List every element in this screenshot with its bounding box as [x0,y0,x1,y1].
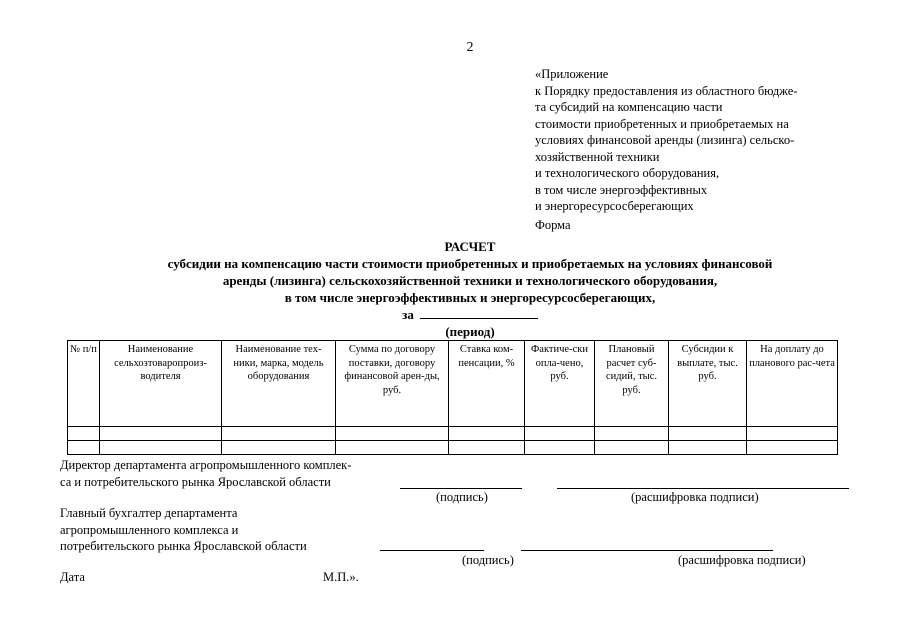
period-prefix: за [402,307,414,322]
table-cell[interactable] [222,441,336,455]
accountant-signature-line[interactable] [380,550,484,551]
appendix-line: и энергоресурсосберегающих [535,199,694,213]
table-cell[interactable] [669,441,747,455]
table-cell[interactable] [595,441,669,455]
table-cell[interactable] [747,427,838,441]
date-label: Дата [60,570,85,584]
appendix-line: «Приложение [535,67,609,81]
table-cell[interactable] [68,427,100,441]
appendix-block [535,66,797,215]
column-header: Ставка ком-пенсации, % [449,341,525,427]
column-header: Фактиче-ски опла-чено, руб. [525,341,595,427]
table-cell[interactable] [100,441,222,455]
signature-caption: (подпись) [436,490,488,504]
subsidy-table [67,340,838,455]
table-cell[interactable] [336,441,449,455]
column-header: Наименование тех-ники, марка, модель оборудования [222,341,336,427]
table-row [68,441,838,455]
appendix-line: к Порядку предоставления из областного бюдже- [535,83,798,98]
table-cell[interactable] [449,441,525,455]
accountant-line: Главный бухгалтер департамента [60,506,238,520]
column-header: № п/п [68,341,100,427]
signature-caption: (подпись) [462,553,514,567]
table-cell[interactable] [68,441,100,455]
table-cell[interactable] [669,427,747,441]
column-header: Сумма по договору поставки, договору финансовой арен-ды, руб. [336,341,449,427]
table-cell[interactable] [100,427,222,441]
period-input-line[interactable] [420,306,538,319]
table-cell[interactable] [336,427,449,441]
heading-line: в том числе энергоэффективных и энергоресурсосберегающих, [284,290,656,305]
page-number: 2 [466,40,474,55]
director-signature-line[interactable] [400,488,522,489]
accountant-label [60,505,307,555]
table-cell[interactable] [525,427,595,441]
accountant-line: агропромышленного комплекса и [60,522,239,537]
appendix-line: стоимости приобретенных и приобретаемых на [535,116,789,131]
decode-caption: (расшифровка подписи) [678,553,806,567]
decode-caption: (расшифровка подписи) [631,490,759,504]
column-header: На доплату до планового рас-чета [747,341,838,427]
form-label: Форма [535,218,571,232]
appendix-line: условиях финансовой аренды (лизинга) сельско- [535,133,795,147]
appendix-line: в том числе энергоэффективных [535,182,708,197]
table-header-row [68,341,838,427]
director-label [60,457,351,490]
director-line: Директор департамента агропромышленного комплек- [60,458,352,472]
table-cell[interactable] [595,427,669,441]
table-cell[interactable] [747,441,838,455]
column-header: Плановый расчет суб-сидий, тыс. руб. [595,341,669,427]
column-header: Наименование сельхозтоваропроиз-водителя [100,341,222,427]
accountant-line: потребительского рынка Ярославской области [60,539,307,553]
director-line: са и потребительского рынка Ярославской области [60,474,331,489]
appendix-line: и технологического оборудования, [535,166,720,180]
director-decode-line[interactable] [557,488,849,489]
period-caption: (период) [445,324,495,339]
document-title: РАСЧЕТ [444,239,496,254]
document-heading [0,238,905,340]
table-cell[interactable] [449,427,525,441]
period-line [0,306,905,323]
table-cell[interactable] [525,441,595,455]
heading-line: аренды (лизинга) сельскохозяйственной техники и технологического оборудования, [222,273,718,288]
column-header: Субсидии к выплате, тыс. руб. [669,341,747,427]
appendix-line: хозяйственной техники [535,149,660,164]
stamp-label: М.П.». [323,570,359,584]
accountant-decode-line[interactable] [521,550,773,551]
appendix-line: та субсидий на компенсацию части [535,100,723,114]
table-row [68,427,838,441]
table-cell[interactable] [222,427,336,441]
heading-line: субсидии на компенсацию части стоимости приобретенных и приобретаемых на условиях финансовой [167,256,773,271]
